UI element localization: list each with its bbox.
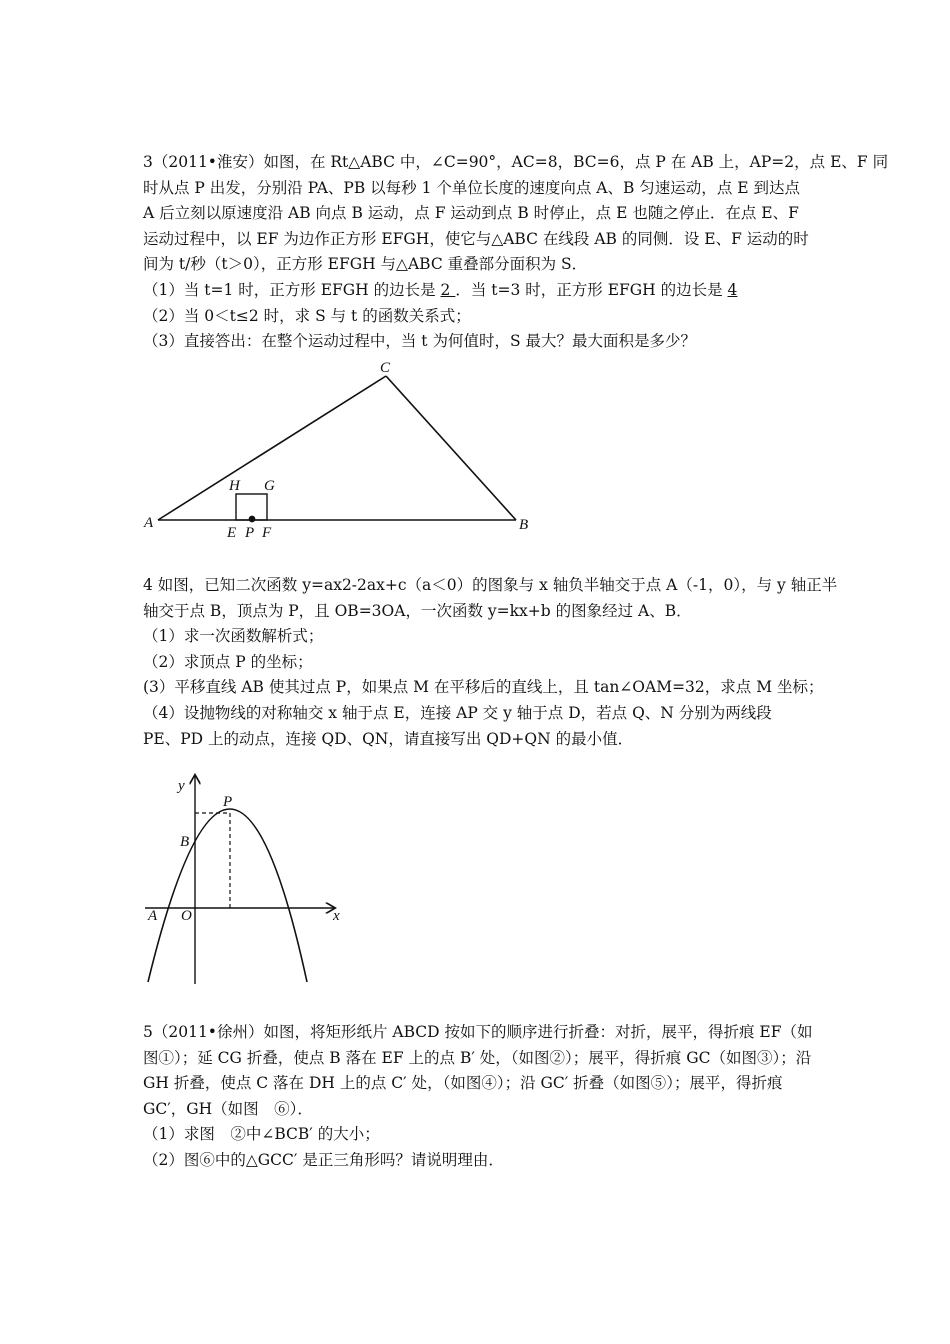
label-p: P: [223, 794, 233, 810]
problem-5: [143, 1020, 813, 1174]
problem-3-line: 3（2011•淮安）如图，在 Rt△ABC 中，∠C=90°，AC=8，BC=6，点 P 在 AB 上，AP=2，点 E、F 同: [143, 153, 889, 171]
problem-3-question-3: （3）直接答出：在整个运动过程中，当 t 为何值时，S 最大？最大面积是多少？: [143, 332, 696, 351]
problem-5-line: 图①）；延 CG 折叠，使点 B 落在 EF 上的点 B′ 处，（如图②）；展平，得折痕 GC（如图③）；沿: [143, 1048, 812, 1067]
label-g: G: [264, 478, 275, 494]
problem-4-line: PE、PD 上的动点，连接 QD、QN，请直接写出 QD+QN 的最小值．: [143, 729, 634, 748]
parabola-curve: [148, 809, 307, 982]
problem-5-line: （2）图⑥中的△GCC′ 是正三角形吗？请说明理由．: [143, 1150, 504, 1169]
answer-blank-2: 4: [727, 280, 738, 299]
problem-3-line: 间为 t/秒（t＞0），正方形 EFGH 与△ABC 重叠部分面积为 S．: [143, 255, 588, 274]
problem-4-line: （2）求顶点 P 的坐标；: [143, 652, 313, 671]
label-h: H: [229, 478, 240, 494]
answer-blank-1: 2: [440, 280, 456, 299]
problem-4-line: 4 如图，已知二次函数 y=ax2-2ax+c（a＜0）的图象与 x 轴负半轴交于点 A（-1，0），与 y 轴正半: [143, 576, 838, 594]
problem-3-line: 时从点 P 出发，分别沿 PA、PB 以每秒 1 个单位长度的速度向点 A、B 匀速运动，点 E 到达点: [143, 178, 800, 197]
problem-3-line: A 后立刻以原速度沿 AB 向点 B 运动，点 F 运动到点 B 时停止，点 E 也随之停止．在点 E、F: [143, 204, 799, 223]
problem-3-line: 运动过程中，以 EF 为边作正方形 EFGH，使它与△ABC 在线段 AB 的同侧．设 E、F 运动的时: [143, 229, 809, 248]
label-y: y: [178, 778, 185, 794]
problem-5-line: GC′，GH（如图 ⑥）．: [143, 1099, 313, 1118]
label-f: F: [262, 525, 272, 541]
problem-4-line: （1）求一次函数解析式；: [143, 627, 324, 646]
label-o: O: [181, 908, 192, 924]
label-a: A: [148, 908, 158, 924]
problem-5-line: GH 折叠，使点 C 落在 DH 上的点 C′ 处，（如图④）；沿 GC′ 折叠（如图⑤）；展平，得折痕: [143, 1074, 783, 1093]
label-p: P: [245, 525, 255, 541]
problem-3-question-2: （2）当 0＜t≤2 时，求 S 与 t 的函数关系式；: [143, 306, 471, 325]
label-a: A: [144, 515, 154, 531]
label-e: E: [227, 525, 237, 541]
problem-4-line: (3）平移直线 AB 使其过点 P，如果点 M 在平移后的直线上，且 tan∠OAM=32，求点 M 坐标；: [143, 678, 824, 697]
label-c: C: [380, 360, 391, 376]
problem-5-line: （1）求图 ②中∠BCB′ 的大小；: [143, 1125, 380, 1144]
problem-3-question-1: （1）当 t=1 时，正方形 EFGH 的边长是 2 ．当 t=3 时，正方形 EFGH 的边长是 4: [143, 280, 738, 299]
problem-4-line: （4）设抛物线的对称轴交 x 轴于点 E，连接 AP 交 y 轴于点 D，若点 Q、N 分别为两线段: [143, 703, 772, 722]
label-b: B: [519, 517, 529, 533]
label-x: x: [333, 908, 340, 924]
problem-4-line: 轴交于点 B，顶点为 P，且 OB=3OA，一次函数 y=kx+b 的图象经过 A、B．: [143, 601, 692, 620]
label-b: B: [180, 834, 190, 850]
problem-5-line: 5（2011•徐州）如图，将矩形纸片 ABCD 按如下的顺序进行折叠：对折，展平，得折痕 EF（如: [143, 1023, 813, 1041]
